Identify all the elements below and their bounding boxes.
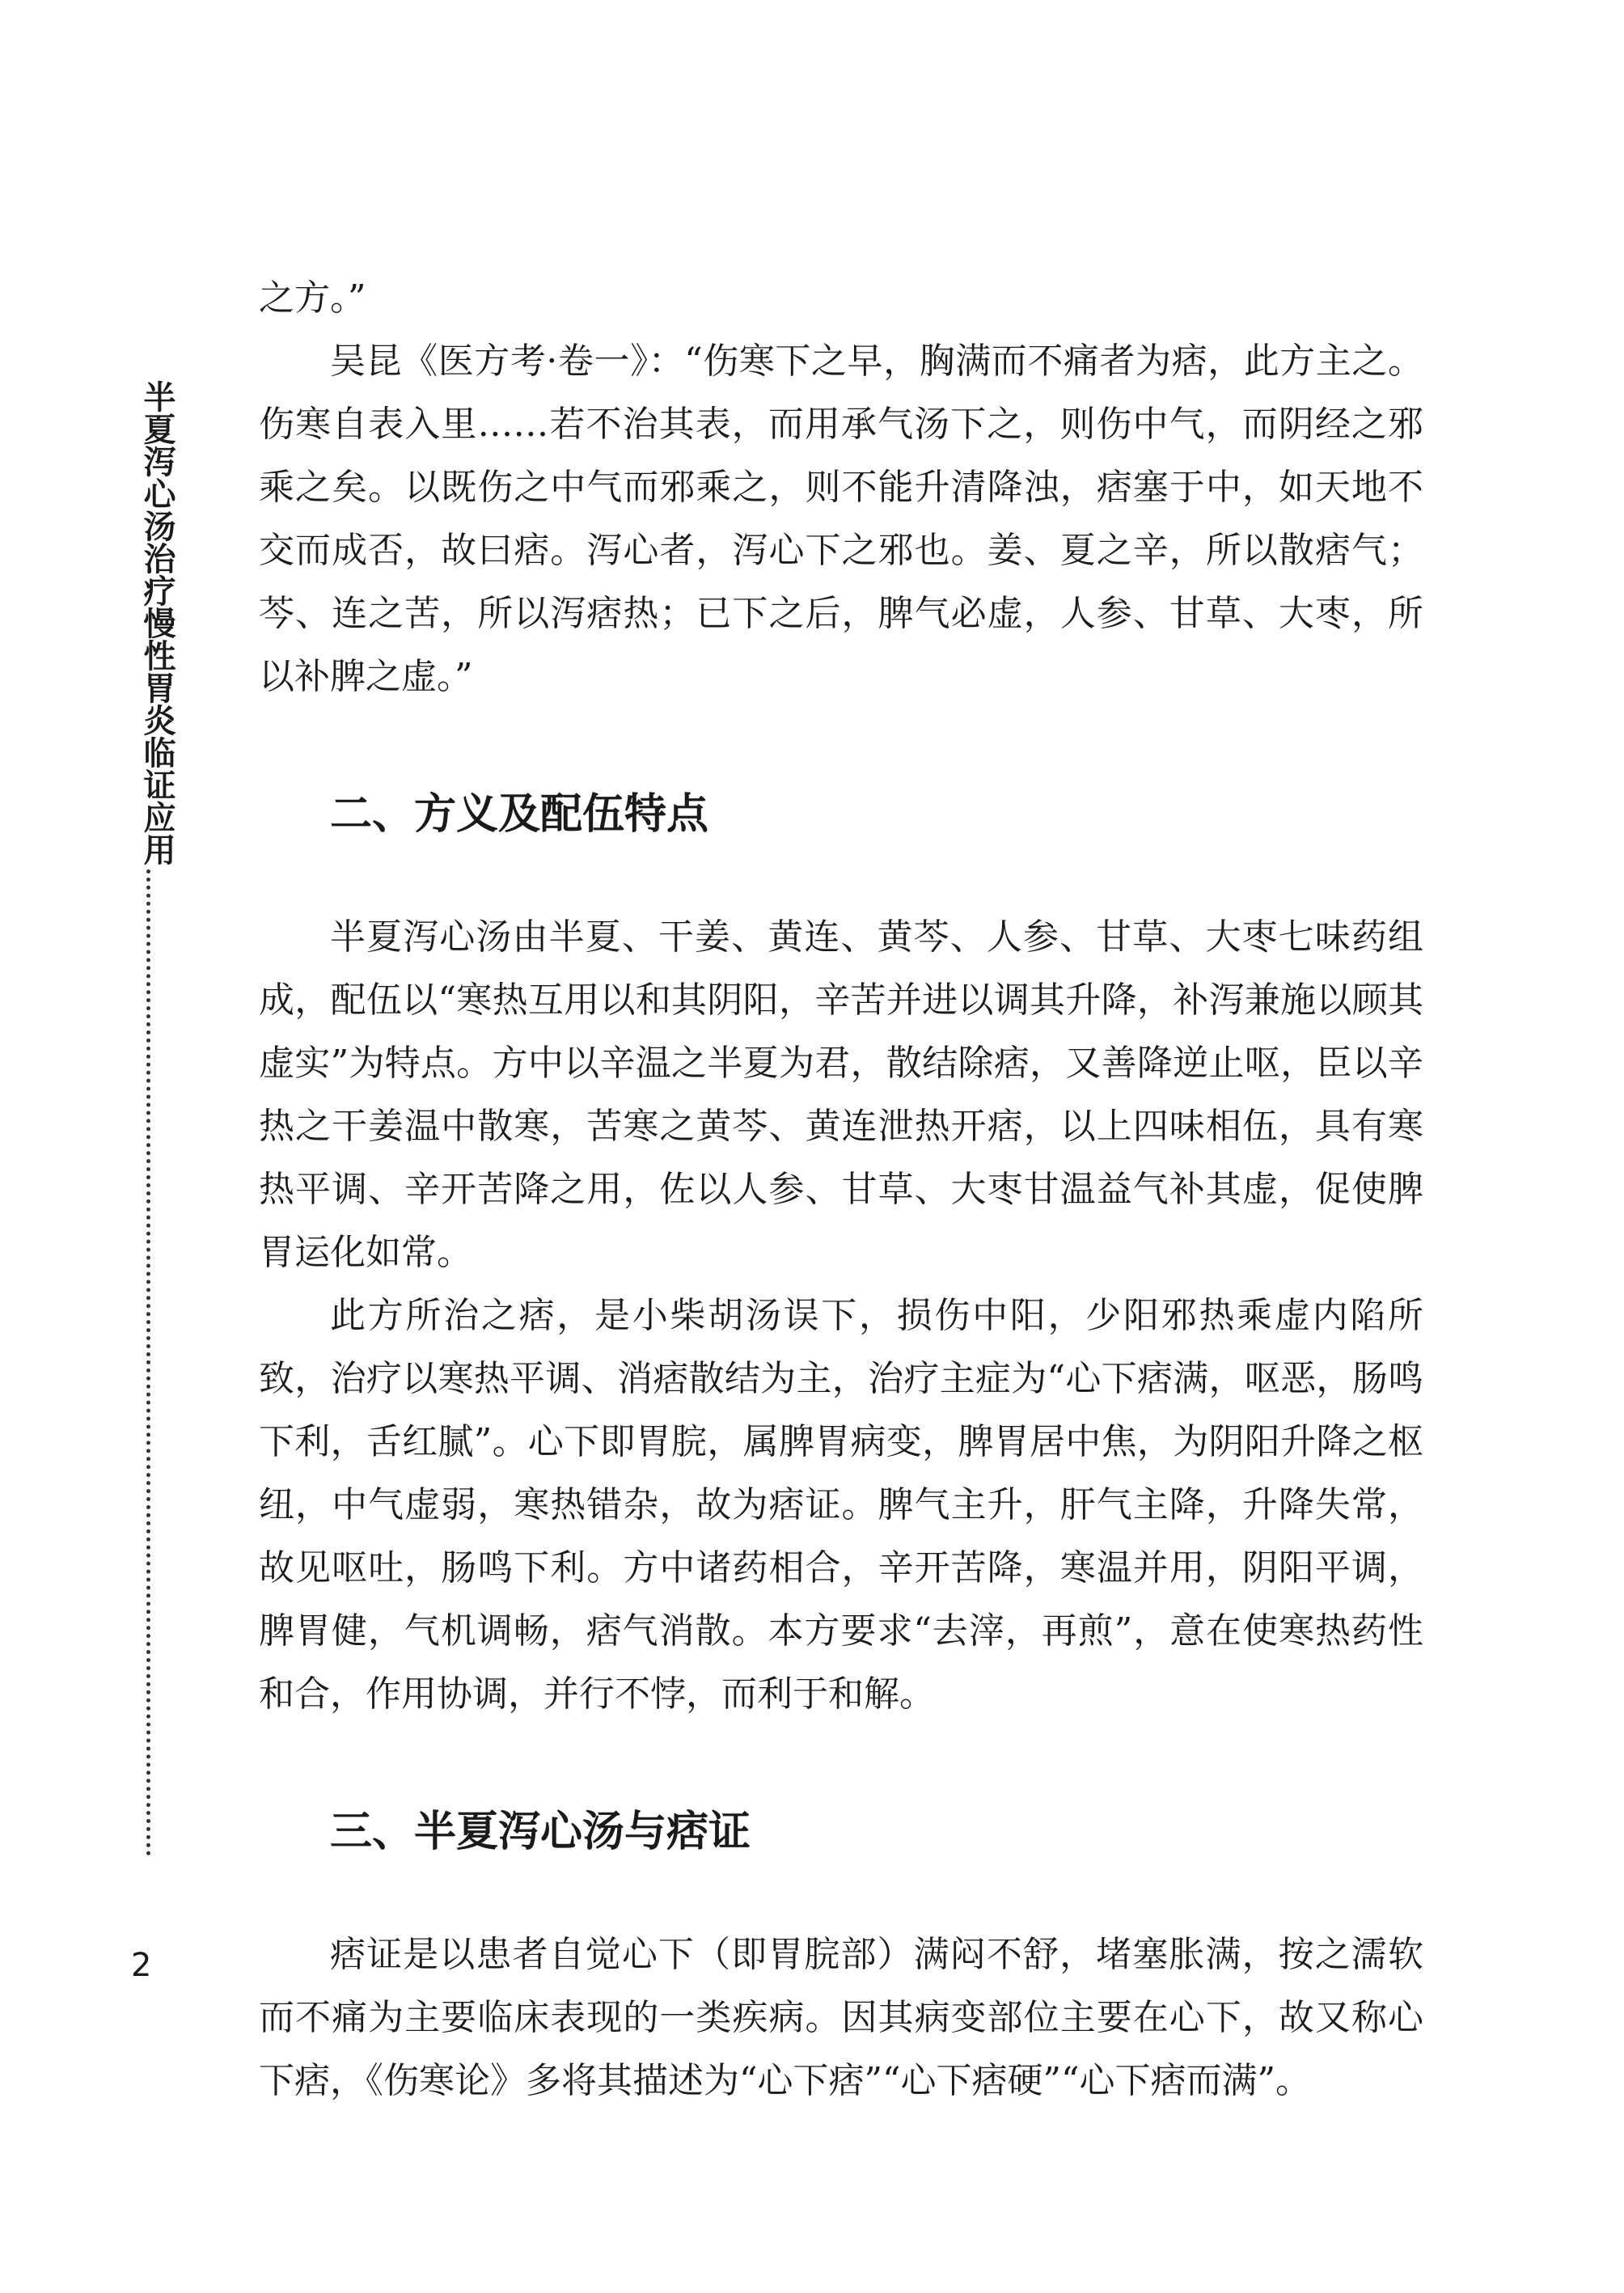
page-body — [259, 267, 1423, 2113]
dotted-divider — [146, 869, 150, 1856]
section-heading-2: 二、方义及配伍特点 — [330, 790, 709, 839]
page-number: 2 — [131, 1947, 152, 1984]
paragraph-wu-kun-quote: 吴昆《医方考·卷一》：“伤寒下之早，胸满而不痛者为痞，此方主之。伤寒自表入里……若不治其表，而用承气汤下之，则伤中气，而阴经之邪乘之矣。以既伤之中气而邪乘之，则不能升清降浊，痞塞于中，如天地不交而成否，故曰痞。泻心者，泻心下之邪也。姜、夏之辛，所以散痞气；芩、连之苦，所以泻痞热；已下之后，脾气必虚，人参、甘草、大枣，所以补脾之虚。” — [259, 341, 1423, 697]
section-heading-3: 三、半夏泻心汤与痞证 — [330, 1808, 751, 1856]
paragraph-pi-syndrome: 痞证是以患者自觉心下（即胃脘部）满闷不舒，堵塞胀满，按之濡软而不痛为主要临床表现的一类疾病。因其病变部位主要在心下，故又称心下痞，《伤寒论》多将其描述为“心下痞”“心下痞硬”“心下痞而满”。 — [259, 1934, 1423, 2101]
running-title: 半夏泻心汤治疗慢性胃炎临证应用 — [138, 380, 176, 865]
paragraph-formula-indication: 此方所治之痞，是小柴胡汤误下，损伤中阳，少阳邪热乘虚内陷所致，治疗以寒热平调、消痞散结为主，治疗主症为“心下痞满，呕恶，肠鸣下利，舌红腻”。心下即胃脘，属脾胃病变，脾胃居中焦，为阴阳升降之枢纽，中气虚弱，寒热错杂，故为痞证。脾气主升，肝气主降，升降失常，故见呕吐，肠鸣下利。方中诸药相合，辛开苦降，寒温并用，阴阳平调，脾胃健，气机调畅，痞气消散。本方要求“去滓，再煎”，意在使寒热药性和合，作用协调，并行不悖，而利于和解。 — [259, 1295, 1423, 1715]
paragraph-formula-composition: 半夏泻心汤由半夏、干姜、黄连、黄芩、人参、甘草、大枣七味药组成，配伍以“寒热互用以和其阴阳，辛苦并进以调其升降，补泻兼施以顾其虚实”为特点。方中以辛温之半夏为君，散结除痞，又善降逆止呕，臣以辛热之干姜温中散寒，苦寒之黄芩、黄连泄热开痞，以上四味相伍，具有寒热平调、辛开苦降之用，佐以人参、甘草、大枣甘温益气补其虚，促使脾胃运化如常。 — [259, 916, 1423, 1273]
paragraph-continuation: 之方。” — [259, 277, 366, 319]
